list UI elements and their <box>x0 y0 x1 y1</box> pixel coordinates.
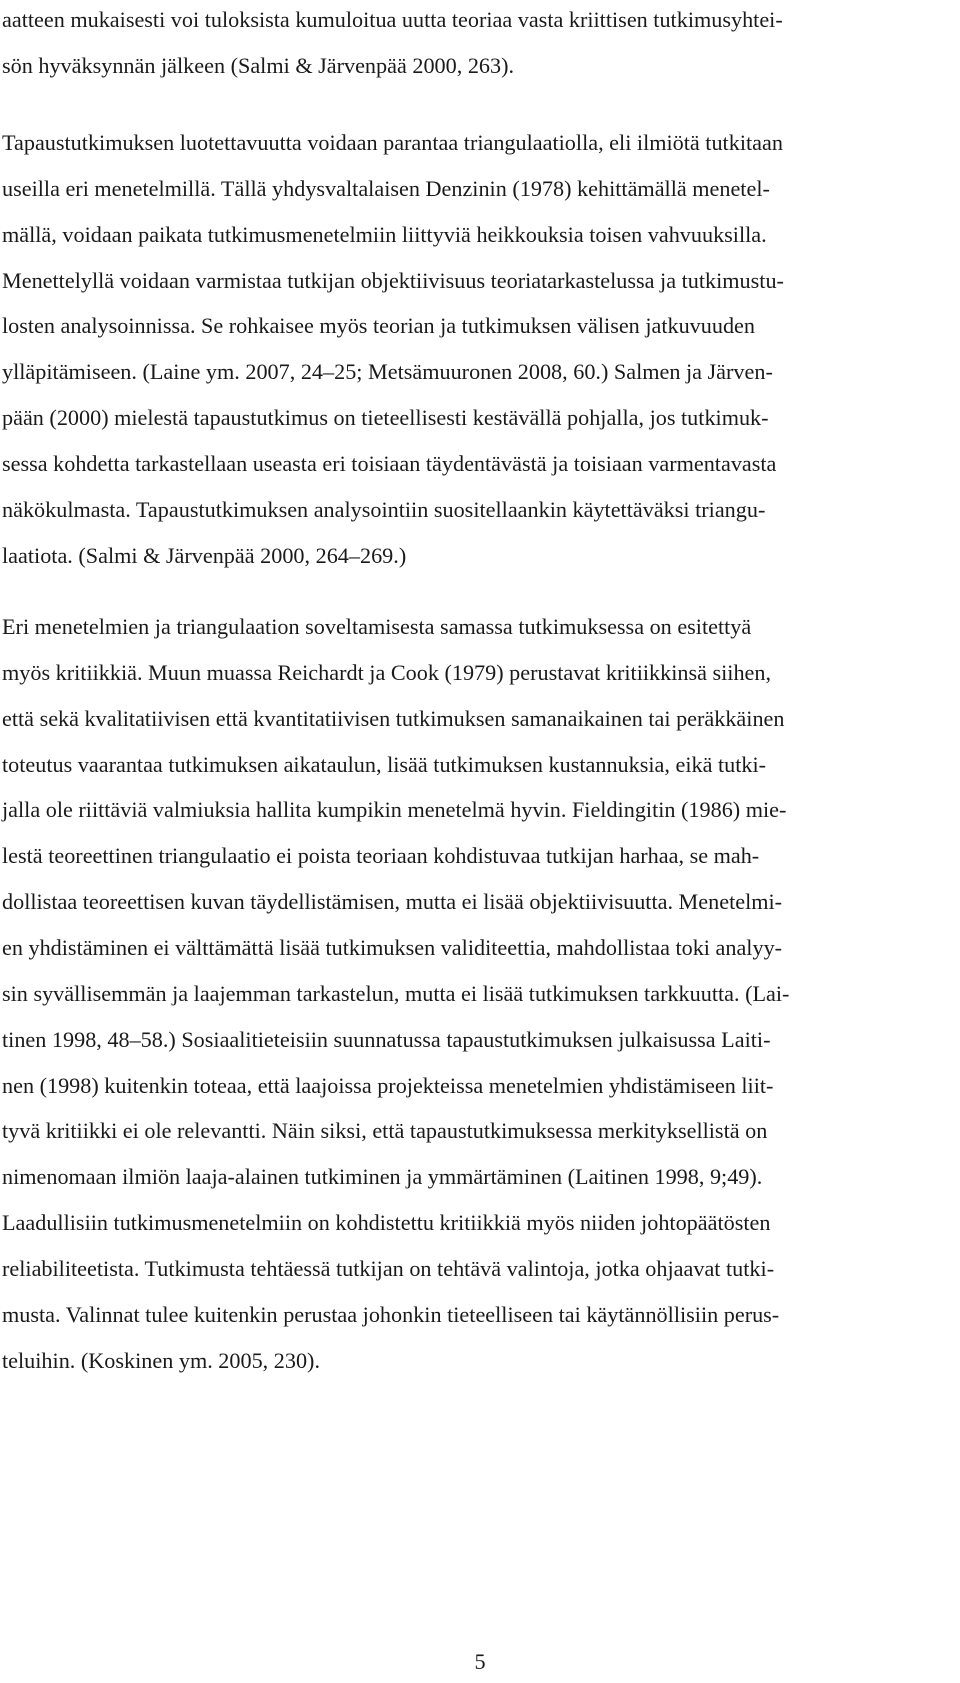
text-line: sin syvällisemmän ja laajemman tarkastelun, mutta ei lisää tutkimuksen tarkkuutta. (Lai- <box>2 980 790 1006</box>
text-line: Menettelyllä voidaan varmistaa tutkijan objektiivisuus teoriatarkastelussa ja tutkimustu- <box>2 267 784 293</box>
text-line: reliabiliteetista. Tutkimusta tehtäessä tutkijan on tehtävä valintoja, jotka ohjaavat tutki- <box>2 1255 775 1281</box>
text-line: toteutus vaarantaa tutkimuksen aikataulun, lisää tutkimuksen kustannuksia, eikä tutki- <box>2 751 767 777</box>
text-line: nimenomaan ilmiön laaja-alainen tutkiminen ja ymmärtäminen (Laitinen 1998, 9;49). <box>2 1164 763 1190</box>
text-line: Laadullisiin tutkimusmenetelmiin on kohdistettu kritiikkiä myös niiden johtopäätösten <box>2 1210 771 1236</box>
text-line: nen (1998) kuitenkin toteaa, että laajoissa projekteissa menetelmien yhdistämiseen liit- <box>2 1072 774 1098</box>
text-line: aatteen mukaisesti voi tuloksista kumuloitua uutta teoriaa vasta kriittisen tutkimusyhtei- <box>2 7 783 32</box>
text-line: losten analysoinnissa. Se rohkaisee myös teorian ja tutkimuksen välisen jatkuvuuden <box>2 313 755 339</box>
text-line: pään (2000) mielestä tapaustutkimus on tieteellisesti kestävällä pohjalla, jos tutkimuk- <box>2 405 769 431</box>
text-line: ylläpitämiseen. (Laine ym. 2007, 24–25; Metsämuuronen 2008, 60.) Salmen ja Järven- <box>2 359 773 385</box>
text-line: mällä, voidaan paikata tutkimusmenetelmiin liittyviä heikkouksia toisen vahvuuksilla. <box>2 221 767 247</box>
text-line: useilla eri menetelmillä. Tällä yhdysvaltalaisen Denzinin (1978) kehittämällä menetel- <box>2 175 770 201</box>
text-line: Eri menetelmien ja triangulaation soveltamisesta samassa tutkimuksessa on esitettyä <box>2 614 752 639</box>
text-line: laatiota. (Salmi & Järvenpää 2000, 264–269.) <box>2 542 407 568</box>
text-line: sessa kohdetta tarkastellaan useasta eri toisiaan täydentävästä ja toisiaan varmentavasta <box>2 450 777 476</box>
text-line: en yhdistäminen ei välttämättä lisää tutkimuksen validiteettia, mahdollistaa toki analyy- <box>2 935 783 960</box>
text-line: myös kritiikkiä. Muun muassa Reichardt ja Cook (1979) perustavat kritiikkinsä siihen, <box>2 659 772 685</box>
text-line: että sekä kvalitatiivisen että kvantitatiivisen tutkimuksen samanaikainen tai peräkkäinen <box>2 705 785 731</box>
text-line: sön hyväksynnän jälkeen (Salmi & Järvenpää 2000, 263). <box>2 52 515 78</box>
text-line: dollistaa teoreettisen kuvan täydellistämisen, mutta ei lisää objektiivisuutta. Menetelmi- <box>2 889 783 915</box>
text-line: jalla ole riittäviä valmiuksia hallita kumpikin menetelmä hyvin. Fieldingitin (1986) mie- <box>2 797 787 823</box>
page-number: 5 <box>474 1649 486 1674</box>
text-line: tyvä kritiikki ei ole relevantti. Näin siksi, että tapaustutkimuksessa merkityksellistä on <box>2 1118 768 1144</box>
text-line: tinen 1998, 48–58.) Sosiaalitieteisiin suunnatussa tapaustutkimuksen julkaisussa Laiti- <box>2 1026 771 1052</box>
text-line: Tapaustutkimuksen luotettavuutta voidaan parantaa triangulaatiolla, eli ilmiötä tutkitaan <box>2 130 783 155</box>
text-line: teluihin. (Koskinen ym. 2005, 230). <box>2 1347 320 1373</box>
text-line: näkökulmasta. Tapaustutkimuksen analysointiin suositellaankin käytettäväksi triangu- <box>2 496 766 522</box>
text-line: musta. Valinnat tulee kuitenkin perustaa johonkin tieteelliseen tai käytännöllisiin perus- <box>2 1301 780 1327</box>
text-line: lestä teoreettinen triangulaatio ei poista teoriaan kohdistuvaa tutkijan harhaa, se mah- <box>2 843 760 869</box>
